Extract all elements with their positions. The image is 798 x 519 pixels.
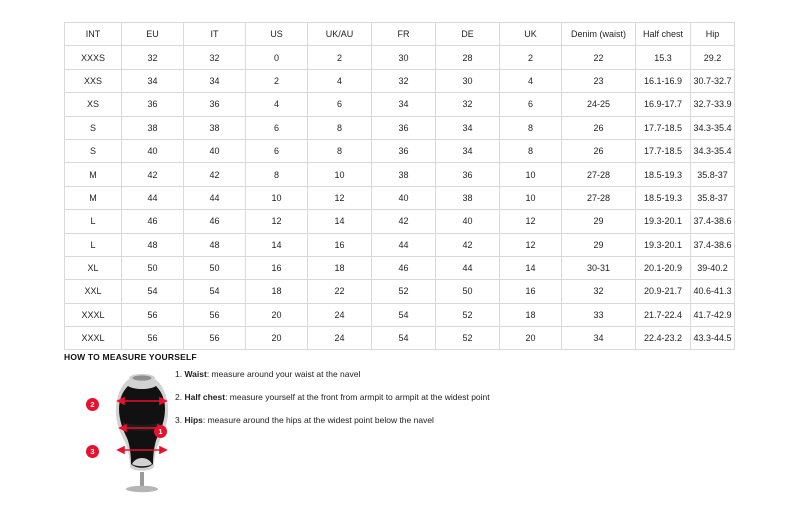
- cell-hip: 34.3-35.4: [691, 139, 735, 162]
- cell-uk-au: 2: [308, 46, 372, 69]
- cell-uk-au: 18: [308, 256, 372, 279]
- instruction-half-chest-text: : measure yourself at the front from armpit to armpit at the widest point: [225, 392, 490, 403]
- cell-int: XL: [65, 256, 122, 279]
- cell-fr: 46: [372, 256, 436, 279]
- cell-de: 34: [436, 116, 500, 139]
- table-row: [65, 69, 735, 92]
- cell-int: XXXL: [65, 303, 122, 326]
- cell-uk: 14: [500, 256, 562, 279]
- cell-half-chest: 18.5-19.3: [636, 163, 691, 186]
- instruction-hips-term: Hips: [184, 415, 203, 426]
- table-row: [65, 116, 735, 139]
- table-row: [65, 163, 735, 186]
- cell-it: 34: [184, 69, 246, 92]
- instruction-waist: [175, 369, 595, 379]
- marker-badge-1: 1: [154, 425, 167, 438]
- cell-half-chest: 22.4-23.2: [636, 327, 691, 350]
- cell-half-chest: 21.7-22.4: [636, 303, 691, 326]
- cell-it: 50: [184, 256, 246, 279]
- instruction-half-chest-term: Half chest: [184, 392, 226, 403]
- column-header-it: IT: [184, 23, 246, 46]
- cell-uk-au: 10: [308, 163, 372, 186]
- cell-fr: 42: [372, 210, 436, 233]
- cell-denim-waist: 27-28: [562, 186, 636, 209]
- cell-fr: 36: [372, 139, 436, 162]
- cell-hip: 43.3-44.5: [691, 327, 735, 350]
- cell-denim-waist: 34: [562, 327, 636, 350]
- cell-fr: 40: [372, 186, 436, 209]
- cell-de: 52: [436, 327, 500, 350]
- cell-uk-au: 16: [308, 233, 372, 256]
- cell-hip: 35.8-37: [691, 163, 735, 186]
- table-row: [65, 280, 735, 303]
- cell-eu: 40: [122, 139, 184, 162]
- instruction-waist-number: 1.: [175, 369, 185, 379]
- table-row: [65, 233, 735, 256]
- cell-fr: 30: [372, 46, 436, 69]
- column-header-us: US: [246, 23, 308, 46]
- instruction-half-chest-number: 2.: [175, 392, 185, 403]
- cell-hip: 29.2: [691, 46, 735, 69]
- cell-de: 28: [436, 46, 500, 69]
- cell-int: XXXL: [65, 327, 122, 350]
- cell-de: 50: [436, 280, 500, 303]
- cell-fr: 36: [372, 116, 436, 139]
- cell-eu: 54: [122, 280, 184, 303]
- cell-us: 2: [246, 69, 308, 92]
- cell-half-chest: 18.5-19.3: [636, 186, 691, 209]
- cell-denim-waist: 30-31: [562, 256, 636, 279]
- table-row: [65, 210, 735, 233]
- cell-uk: 8: [500, 116, 562, 139]
- cell-fr: 34: [372, 93, 436, 116]
- cell-de: 38: [436, 186, 500, 209]
- cell-fr: 38: [372, 163, 436, 186]
- cell-hip: 40.6-41.3: [691, 280, 735, 303]
- cell-denim-waist: 26: [562, 116, 636, 139]
- table-row: [65, 256, 735, 279]
- cell-half-chest: 16.9-17.7: [636, 93, 691, 116]
- cell-de: 30: [436, 69, 500, 92]
- cell-uk-au: 24: [308, 327, 372, 350]
- cell-denim-waist: 26: [562, 139, 636, 162]
- cell-eu: 48: [122, 233, 184, 256]
- instruction-hips-text: : measure around the hips at the widest point below the navel: [202, 415, 434, 426]
- cell-hip: 35.8-37: [691, 186, 735, 209]
- cell-uk: 2: [500, 46, 562, 69]
- cell-us: 8: [246, 163, 308, 186]
- size-chart-container: [64, 22, 734, 350]
- cell-uk: 18: [500, 303, 562, 326]
- cell-hip: 34.3-35.4: [691, 116, 735, 139]
- cell-eu: 50: [122, 256, 184, 279]
- cell-int: M: [65, 163, 122, 186]
- cell-eu: 36: [122, 93, 184, 116]
- cell-it: 38: [184, 116, 246, 139]
- cell-de: 34: [436, 139, 500, 162]
- cell-it: 56: [184, 327, 246, 350]
- cell-denim-waist: 33: [562, 303, 636, 326]
- cell-half-chest: 15.3: [636, 46, 691, 69]
- cell-int: L: [65, 233, 122, 256]
- measure-instructions: [175, 369, 595, 439]
- table-head: [65, 23, 735, 46]
- cell-uk: 8: [500, 139, 562, 162]
- cell-us: 6: [246, 139, 308, 162]
- cell-denim-waist: 32: [562, 280, 636, 303]
- instruction-waist-term: Waist: [184, 369, 207, 379]
- cell-half-chest: 17.7-18.5: [636, 139, 691, 162]
- cell-us: 20: [246, 303, 308, 326]
- cell-int: XS: [65, 93, 122, 116]
- column-header-de: DE: [436, 23, 500, 46]
- cell-hip: 37.4-38.6: [691, 233, 735, 256]
- cell-it: 36: [184, 93, 246, 116]
- instruction-waist-text: : measure around your waist at the navel: [206, 369, 361, 379]
- cell-fr: 54: [372, 327, 436, 350]
- cell-us: 4: [246, 93, 308, 116]
- cell-it: 42: [184, 163, 246, 186]
- cell-us: 18: [246, 280, 308, 303]
- cell-denim-waist: 22: [562, 46, 636, 69]
- cell-de: 36: [436, 163, 500, 186]
- cell-int: M: [65, 186, 122, 209]
- cell-half-chest: 20.9-21.7: [636, 280, 691, 303]
- cell-eu: 56: [122, 303, 184, 326]
- cell-int: S: [65, 139, 122, 162]
- cell-uk-au: 22: [308, 280, 372, 303]
- cell-uk-au: 4: [308, 69, 372, 92]
- cell-half-chest: 20.1-20.9: [636, 256, 691, 279]
- cell-uk-au: 6: [308, 93, 372, 116]
- cell-it: 48: [184, 233, 246, 256]
- cell-int: S: [65, 116, 122, 139]
- instruction-half-chest: [175, 392, 595, 402]
- cell-eu: 34: [122, 69, 184, 92]
- cell-de: 40: [436, 210, 500, 233]
- marker-badge-2: 2: [86, 398, 99, 411]
- cell-eu: 38: [122, 116, 184, 139]
- table-row: [65, 93, 735, 116]
- cell-fr: 32: [372, 69, 436, 92]
- column-header-half-chest: Half chest: [636, 23, 691, 46]
- cell-hip: 41.7-42.9: [691, 303, 735, 326]
- cell-uk: 10: [500, 186, 562, 209]
- cell-us: 10: [246, 186, 308, 209]
- cell-denim-waist: 29: [562, 210, 636, 233]
- cell-us: 0: [246, 46, 308, 69]
- cell-it: 40: [184, 139, 246, 162]
- table-header-row: [65, 23, 735, 46]
- cell-us: 16: [246, 256, 308, 279]
- column-header-uk: UK: [500, 23, 562, 46]
- cell-it: 46: [184, 210, 246, 233]
- cell-hip: 32.7-33.9: [691, 93, 735, 116]
- how-to-measure-title: HOW TO MEASURE YOURSELF: [64, 352, 197, 362]
- cell-us: 12: [246, 210, 308, 233]
- cell-half-chest: 19.3-20.1: [636, 233, 691, 256]
- cell-eu: 42: [122, 163, 184, 186]
- cell-fr: 54: [372, 303, 436, 326]
- cell-eu: 56: [122, 327, 184, 350]
- cell-hip: 37.4-38.6: [691, 210, 735, 233]
- cell-uk: 20: [500, 327, 562, 350]
- table-row: [65, 46, 735, 69]
- table-body: [65, 46, 735, 350]
- cell-fr: 44: [372, 233, 436, 256]
- cell-denim-waist: 29: [562, 233, 636, 256]
- cell-it: 54: [184, 280, 246, 303]
- cell-de: 44: [436, 256, 500, 279]
- cell-uk: 10: [500, 163, 562, 186]
- cell-de: 52: [436, 303, 500, 326]
- column-header-hip: Hip: [691, 23, 735, 46]
- instruction-hips-number: 3.: [175, 415, 185, 426]
- cell-eu: 46: [122, 210, 184, 233]
- cell-half-chest: 16.1-16.9: [636, 69, 691, 92]
- marker-badge-3: 3: [86, 445, 99, 458]
- cell-us: 20: [246, 327, 308, 350]
- cell-int: L: [65, 210, 122, 233]
- column-header-int: INT: [65, 23, 122, 46]
- cell-half-chest: 19.3-20.1: [636, 210, 691, 233]
- column-header-eu: EU: [122, 23, 184, 46]
- cell-uk: 12: [500, 210, 562, 233]
- cell-uk-au: 14: [308, 210, 372, 233]
- cell-de: 32: [436, 93, 500, 116]
- column-header-denim-waist: Denim (waist): [562, 23, 636, 46]
- cell-denim-waist: 27-28: [562, 163, 636, 186]
- cell-denim-waist: 24-25: [562, 93, 636, 116]
- cell-de: 42: [436, 233, 500, 256]
- cell-uk-au: 12: [308, 186, 372, 209]
- cell-eu: 44: [122, 186, 184, 209]
- cell-int: XXL: [65, 280, 122, 303]
- cell-it: 32: [184, 46, 246, 69]
- table-row: [65, 186, 735, 209]
- cell-int: XXS: [65, 69, 122, 92]
- cell-hip: 39-40.2: [691, 256, 735, 279]
- cell-eu: 32: [122, 46, 184, 69]
- cell-us: 6: [246, 116, 308, 139]
- cell-fr: 52: [372, 280, 436, 303]
- cell-uk: 16: [500, 280, 562, 303]
- cell-uk: 6: [500, 93, 562, 116]
- cell-uk: 12: [500, 233, 562, 256]
- cell-uk-au: 8: [308, 116, 372, 139]
- cell-us: 14: [246, 233, 308, 256]
- instruction-hips: [175, 415, 595, 425]
- cell-uk: 4: [500, 69, 562, 92]
- table-row: [65, 139, 735, 162]
- column-header-fr: FR: [372, 23, 436, 46]
- cell-int: XXXS: [65, 46, 122, 69]
- size-chart-table: [64, 22, 735, 350]
- cell-hip: 30.7-32.7: [691, 69, 735, 92]
- column-header-uk-au: UK/AU: [308, 23, 372, 46]
- cell-half-chest: 17.7-18.5: [636, 116, 691, 139]
- cell-it: 44: [184, 186, 246, 209]
- table-row: [65, 327, 735, 350]
- cell-denim-waist: 23: [562, 69, 636, 92]
- cell-uk-au: 24: [308, 303, 372, 326]
- cell-uk-au: 8: [308, 139, 372, 162]
- cell-it: 56: [184, 303, 246, 326]
- table-row: [65, 303, 735, 326]
